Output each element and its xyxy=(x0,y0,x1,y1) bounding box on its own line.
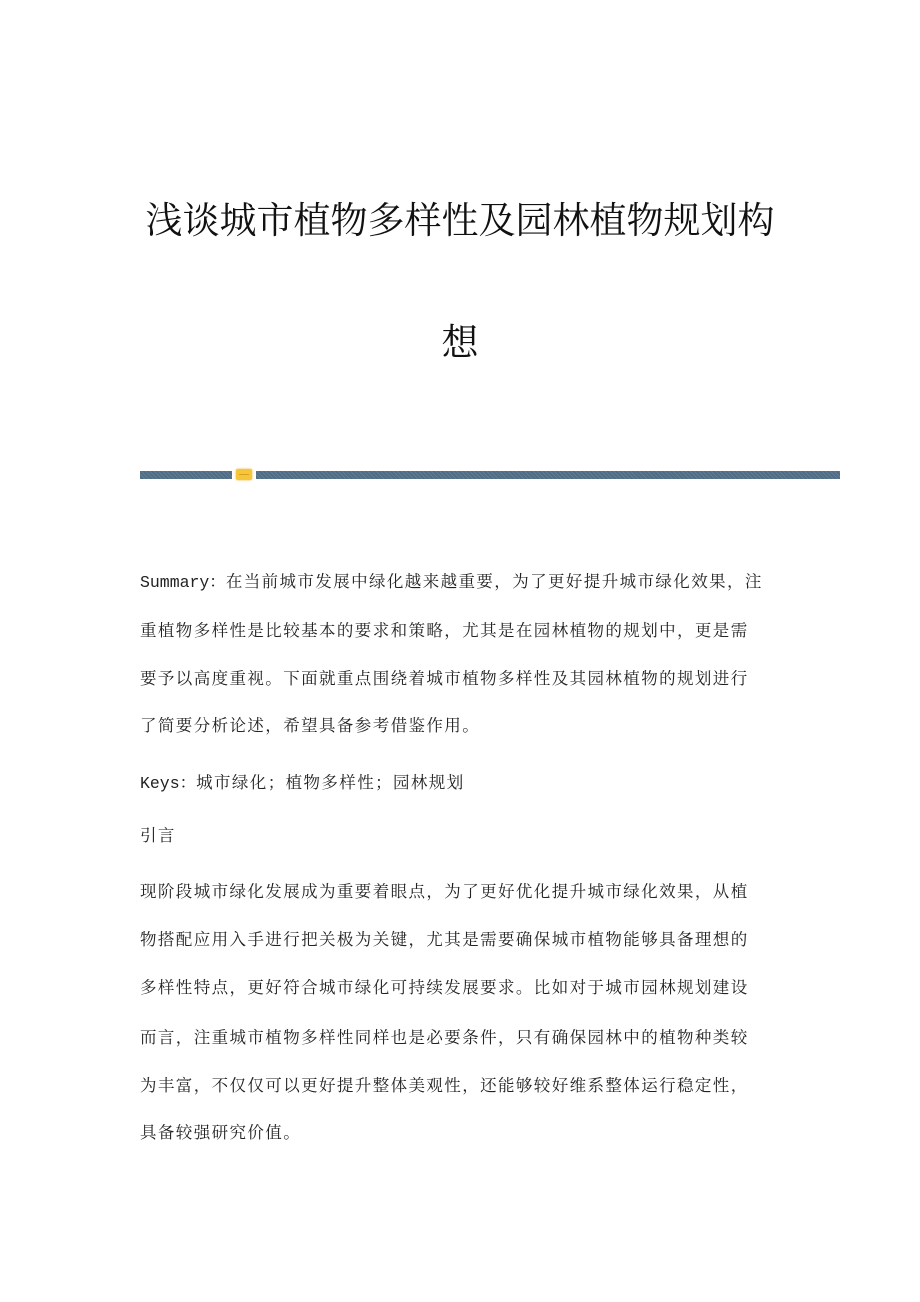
summary-label: Summary： xyxy=(140,573,226,592)
paragraph-line-1: 现阶段城市绿化发展成为重要着眼点，为了更好优化提升城市绿化效果，从植 xyxy=(140,882,749,901)
divider-left xyxy=(140,471,232,479)
paragraph-line-6: 具备较强研究价值。 xyxy=(140,1123,302,1142)
section-heading: 引言 xyxy=(140,826,176,845)
keys-line xyxy=(140,769,790,793)
summary-line-2: 重植物多样性是比较基本的要求和策略，尤其是在园林植物的规划中，更是需 xyxy=(140,621,749,640)
document-title-line-1: 浅谈城市植物多样性及园林植物规划构 xyxy=(145,199,775,242)
summary-text: 在当前城市发展中绿化越来越重要，为了更好提升城市绿化效果，注 xyxy=(225,572,763,591)
divider-right xyxy=(256,471,840,479)
paragraph-line-3: 多样性特点，更好符合城市绿化可持续发展要求。比如对于城市园林规划建设 xyxy=(140,978,749,997)
paragraph-line-5: 为丰富，不仅仅可以更好提升整体美观性，还能够较好维系整体运行稳定性， xyxy=(140,1076,749,1095)
keys-label: Keys： xyxy=(140,774,197,793)
keys-text: 城市绿化；植物多样性；园林规划 xyxy=(196,773,465,792)
decorative-ornament-icon xyxy=(236,469,252,480)
paragraph-line-2: 物搭配应用入手进行把关极为关键，尤其是需要确保城市植物能够具备理想的 xyxy=(140,930,749,949)
summary-line-1 xyxy=(140,568,790,592)
document-title-line-2: 想 xyxy=(441,321,479,364)
summary-line-4: 了简要分析论述，希望具备参考借鉴作用。 xyxy=(140,716,481,735)
summary-line-3: 要予以高度重视。下面就重点围绕着城市植物多样性及其园林植物的规划进行 xyxy=(140,669,749,688)
paragraph-line-4: 而言，注重城市植物多样性同样也是必要条件，只有确保园林中的植物种类较 xyxy=(140,1028,749,1047)
